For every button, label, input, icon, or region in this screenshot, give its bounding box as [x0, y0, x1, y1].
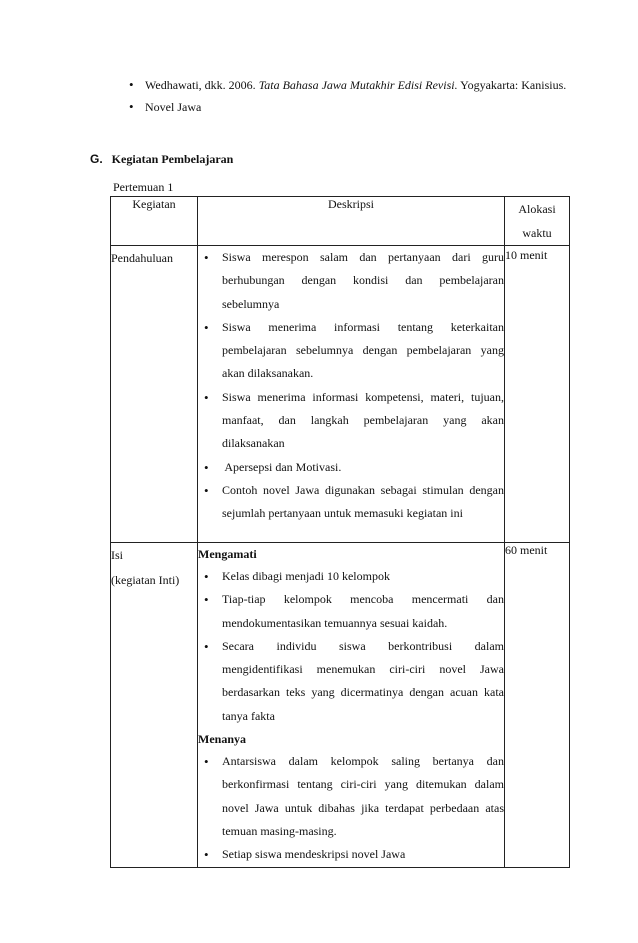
description-list: [198, 565, 504, 728]
list-item: • Kelas dibagi menjadi 10 kelompok: [198, 565, 504, 588]
table-row-pendahuluan: [111, 246, 570, 543]
list-item: • Antarsiswa dalam kelompok saling bertanya dan berkonfirmasi tentang ciri-ciri yang ditemukan dalam novel Jawa untuk dibahas jika terdapat perbedaan atas temuan masing-masing.: [198, 750, 504, 843]
section-letter: G.: [90, 152, 103, 166]
description-list: [198, 246, 504, 526]
reference-item: • Novel Jawa: [127, 98, 567, 116]
header-alokasi-waktu: [505, 197, 570, 246]
kegiatan-line1: Isi: [111, 548, 123, 562]
description-list: [198, 750, 504, 866]
list-item: • Apersepsi dan Motivasi.: [198, 456, 504, 479]
subheading-mengamati: Mengamati: [198, 547, 257, 561]
reference-list: [127, 76, 567, 120]
cell-kegiatan: Pendahuluan: [111, 246, 198, 543]
list-item: • Secara individu siswa berkontribusi dalam mengidentifikasi menemukan ciri-ciri novel Jawa berdasarkan teks yang dicermatinya dengan acuan kata tanya fakta: [198, 635, 504, 728]
section-heading: [90, 152, 233, 167]
list-item: • Siswa merespon salam dan pertanyaan dari guru berhubungan dengan kondisi dan pembelajaran sebelumnya: [198, 246, 504, 316]
header-waktu-line1: Alokasi: [518, 202, 556, 216]
table-row-isi: [111, 543, 570, 868]
activity-table: [110, 196, 570, 868]
table-header-row: [111, 197, 570, 246]
cell-deskripsi: [198, 543, 505, 868]
cell-waktu: 60 menit: [505, 543, 570, 868]
cell-deskripsi: [198, 246, 505, 543]
cell-waktu: 10 menit: [505, 246, 570, 543]
subheading-menanya: Menanya: [198, 732, 246, 747]
list-item: • Setiap siswa mendeskripsi novel Jawa: [198, 843, 504, 866]
list-item: • Tiap-tiap kelompok mencoba mencermati dan mendokumentasikan temuannya sesuai kaidah.: [198, 588, 504, 635]
reference-item: [127, 76, 567, 94]
cell-kegiatan: [111, 543, 198, 868]
section-title: Kegiatan Pembelajaran: [111, 152, 234, 166]
header-waktu-line2: waktu: [522, 226, 552, 240]
meeting-label: Pertemuan 1: [113, 180, 174, 194]
list-item: • Siswa menerima informasi tentang keterkaitan pembelajaran sebelumnya dengan pembelajaran yang akan dilaksanakan.: [198, 316, 504, 386]
list-item: • Contoh novel Jawa digunakan sebagai stimulan dengan sejumlah pertanyaan untuk memasuki kegiatan ini: [198, 479, 504, 526]
header-deskripsi: Deskripsi: [198, 197, 505, 246]
list-item: • Siswa menerima informasi kompetensi, materi, tujuan, manfaat, dan langkah pembelajaran yang akan dilaksanakan: [198, 386, 504, 456]
reference-author: Wedhawati, dkk. 2006.: [145, 78, 256, 92]
header-kegiatan: Kegiatan: [111, 197, 198, 246]
reference-title: Tata Bahasa Jawa Mutakhir Edisi Revisi.: [258, 78, 458, 92]
kegiatan-line2: (kegiatan Inti): [111, 573, 180, 587]
reference-publisher: Yogyakarta: Kanisius.: [460, 78, 567, 92]
